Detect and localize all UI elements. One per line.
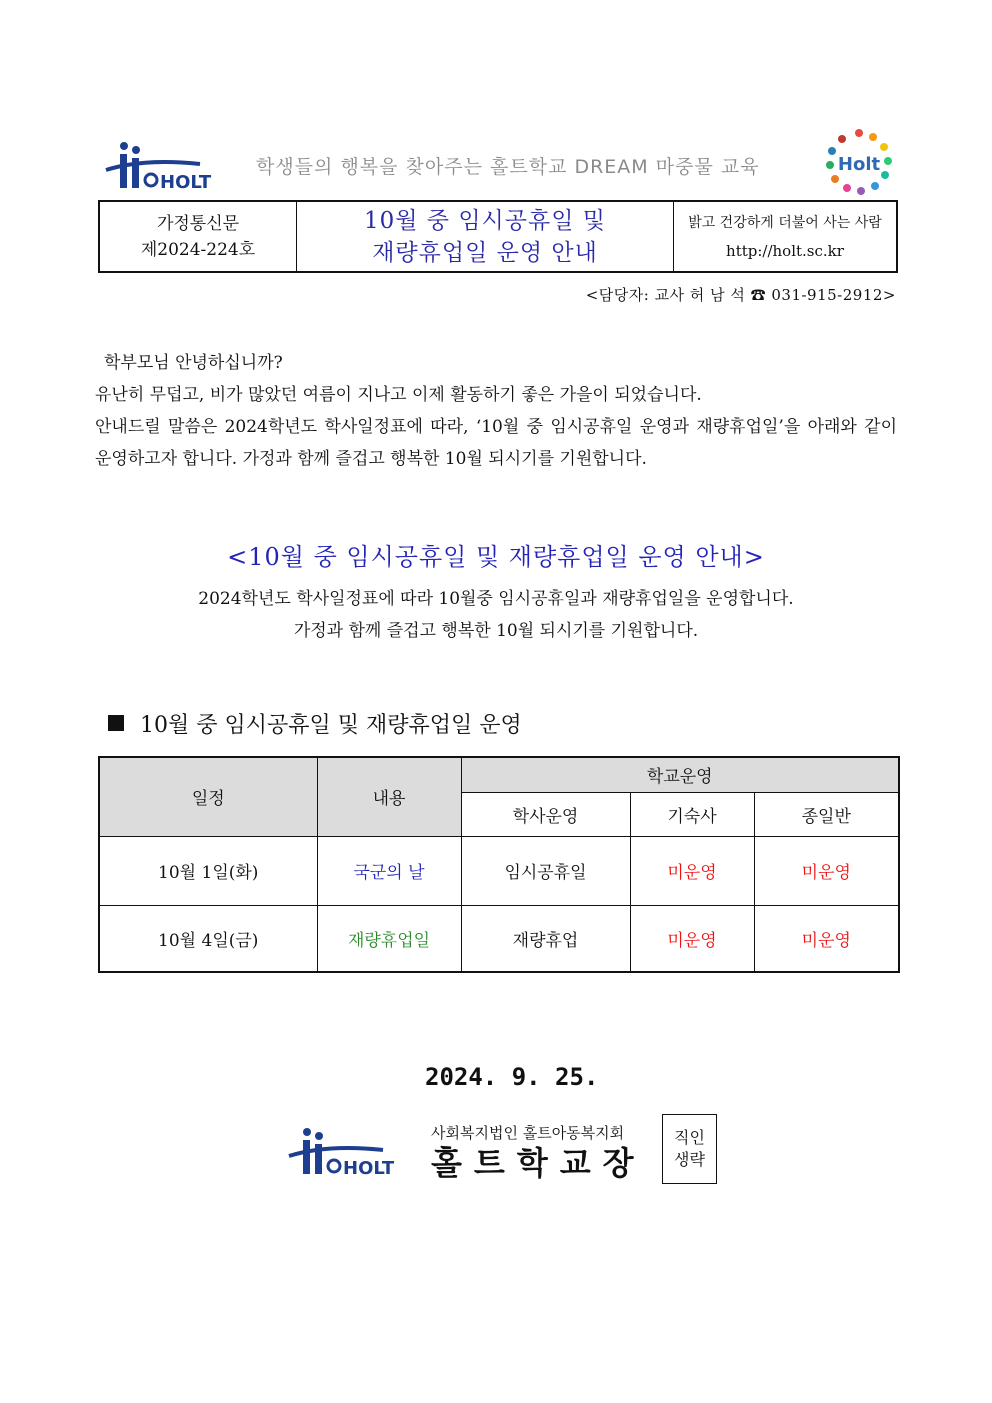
- header-content: 내용: [317, 757, 461, 836]
- letter-body: [95, 347, 897, 475]
- organization-name: 사회복지법인 홀트아동복지회: [431, 1124, 625, 1142]
- row-allday: 미운영: [754, 836, 899, 905]
- principal-title: 홀트학교장: [431, 1144, 646, 1182]
- newsletter-label: 가정통신문: [156, 213, 240, 234]
- holt-logo: [104, 140, 212, 193]
- paragraph-1: 유난히 무덥고, 비가 많았던 여름이 지나고 이제 활동하기 좋은 가을이 되었습니다.: [95, 385, 702, 405]
- header-schedule: 일정: [99, 757, 317, 836]
- holt-footer-logo: [287, 1126, 395, 1179]
- school-info-cell: [674, 202, 896, 271]
- square-bullet-icon: [108, 715, 124, 731]
- greeting: 학부모님 안녕하십니까?: [104, 353, 283, 373]
- row-academic: 재량휴업: [461, 905, 630, 972]
- row-content: 국군의 날: [317, 836, 461, 905]
- seal-line-1: 직인: [674, 1128, 705, 1147]
- section-title: [108, 708, 522, 739]
- newsletter-header-table: [98, 200, 898, 273]
- row-date: 10월 4일(금): [99, 905, 317, 972]
- badge-wordmark: Holt: [837, 154, 881, 175]
- holt-badge-logo: [824, 128, 894, 198]
- row-dormitory: 미운영: [630, 905, 754, 972]
- newsletter-title-cell: [297, 202, 674, 271]
- issue-number: 제2024-224호: [140, 239, 256, 260]
- header-dormitory: 기숙사: [630, 792, 754, 836]
- document-date: 2024. 9. 25.: [425, 1063, 599, 1091]
- notice-line-1: 2024학년도 학사일정표에 따라 10월중 임시공휴일과 재량휴업일을 운영합니다.: [198, 589, 794, 609]
- paragraph-2: 안내드릴 말씀은 2024학년도 학사일정표에 따라, ‘10월 중 임시공휴일 운영과 재량휴업일’을 아래와 같이 운영하고자 합니다. 가정과 함께 즐겁고 행복한 10월 되시기를 기원합니다.: [95, 417, 897, 469]
- header-allday: 종일반: [754, 792, 899, 836]
- school-motto: 밝고 건강하게 더불어 사는 사람: [688, 214, 882, 231]
- logo-wordmark: HOLT: [160, 172, 212, 193]
- row-dormitory: 미운영: [630, 836, 754, 905]
- school-slogan: 학생들의 행복을 찾아주는 홀트학교 DREAM 마중물 교육: [256, 156, 760, 178]
- operations-table: [98, 756, 900, 973]
- table-row: [99, 905, 899, 972]
- header-school-ops: 학교운영: [461, 757, 899, 792]
- row-academic: 임시공휴일: [461, 836, 630, 905]
- notice-title: <10월 중 임시공휴일 및 재량휴업일 운영 안내>: [227, 543, 765, 571]
- row-date: 10월 1일(화): [99, 836, 317, 905]
- table-header-row: [99, 757, 899, 792]
- notice-line-2: 가정과 함께 즐겁고 행복한 10월 되시기를 기원합니다.: [293, 621, 699, 641]
- school-website: http://holt.sc.kr: [726, 241, 844, 260]
- notice-summary: [0, 583, 992, 647]
- contact-info: <담당자: 교사 허 남 석 ☎ 031-915-2912>: [585, 286, 896, 304]
- seal-box: [662, 1114, 717, 1184]
- footer-logo-wordmark: HOLT: [343, 1158, 395, 1179]
- section-title-text: 10월 중 임시공휴일 및 재량휴업일 운영: [140, 713, 522, 738]
- title-line-1: 10월 중 임시공휴일 및: [364, 207, 606, 234]
- table-row: [99, 836, 899, 905]
- header-academic: 학사운영: [461, 792, 630, 836]
- title-line-2: 재량휴업일 운영 안내: [372, 239, 598, 266]
- row-content: 재량휴업일: [317, 905, 461, 972]
- seal-line-2: 생략: [674, 1150, 705, 1169]
- row-allday: 미운영: [754, 905, 899, 972]
- newsletter-info-cell: [100, 202, 297, 271]
